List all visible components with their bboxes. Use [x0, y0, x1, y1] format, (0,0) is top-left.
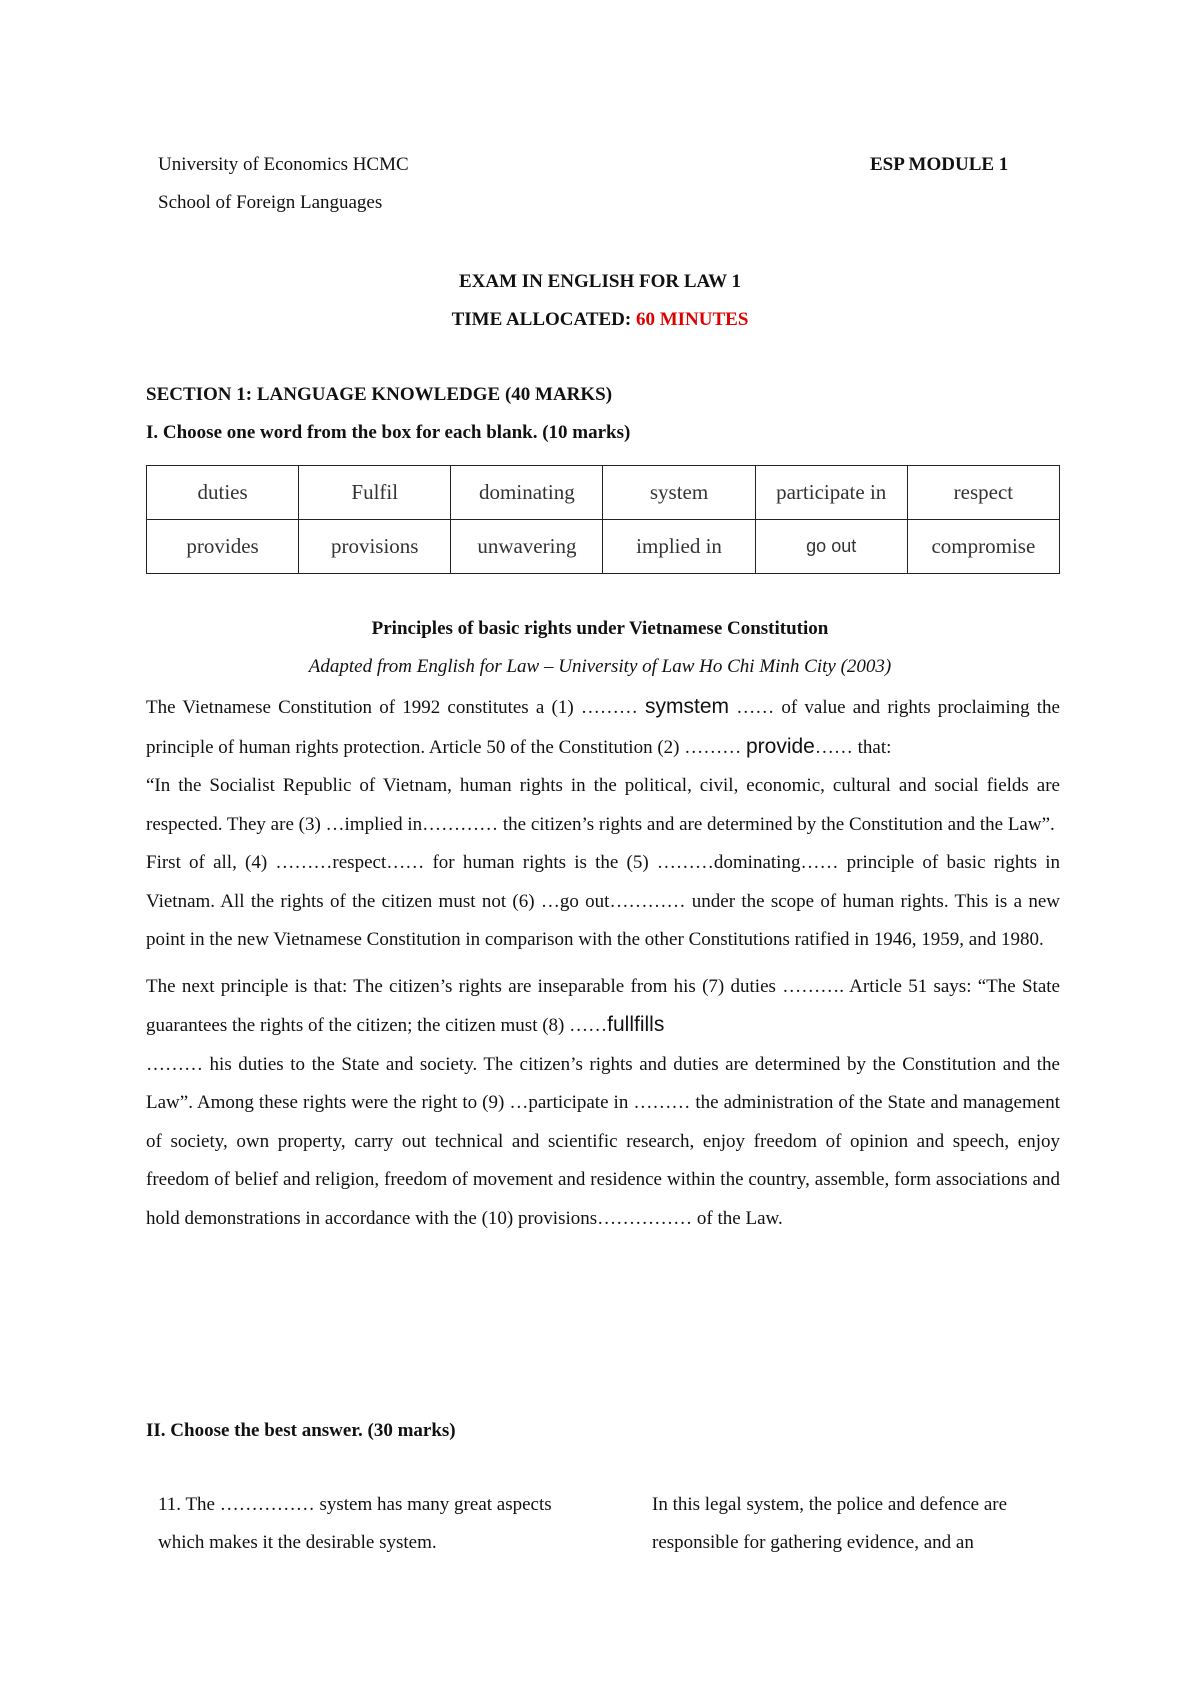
exam-title-block	[0, 263, 1200, 339]
word-box	[146, 465, 1060, 574]
answer-9: participate in	[528, 1092, 629, 1113]
word-box-cell: respect	[907, 466, 1059, 520]
word-box-row	[147, 520, 1060, 574]
section-1-heading: SECTION 1: LANGUAGE KNOWLEDGE (40 MARKS)	[146, 384, 613, 405]
word-box-cell: participate in	[755, 466, 907, 520]
exam-title: EXAM IN ENGLISH FOR LAW 1	[458, 271, 742, 292]
question-11-right-column: In this legal system, the police and defence are responsible for gathering evidence, and an	[652, 1494, 1008, 1553]
passage-text: “In the Socialist Republic of Vietnam, human rights in the political, civil, economic, cultural and social fields are respected. They are (3) …	[146, 775, 1060, 835]
answer-1: symstem	[645, 695, 730, 718]
passage-text: …… that:	[814, 736, 892, 758]
time-label: TIME ALLOCATED:	[451, 309, 636, 330]
passage-text: …… principle of basic rights in Vietnam. All the rights of the citizen must not (6) …	[146, 852, 1060, 912]
passage-text: First of all, (4) ………	[146, 852, 333, 873]
passage-body	[146, 688, 1060, 1238]
passage-text: ……… the administration of the State and management of society, own property, carry out technical and scientific research, enjoy freedom of opinion and speech, enjoy freedom of belief and religion, freedom of movement and residence within the country, assemble, form associations and hold demonstrations in accordance with the (10)	[146, 1092, 1060, 1229]
word-box-cell: go out	[755, 520, 907, 574]
passage-title: Principles of basic rights under Vietnamese Constitution	[371, 618, 829, 639]
passage-heading	[0, 610, 1200, 686]
word-box-cell: Fulfil	[299, 466, 451, 520]
passage-text: ……… his duties to the State and society. The citizen’s rights and duties are determined by the Constitution and the Law”. Among these rights were the right to (9) …	[146, 1053, 1060, 1113]
time-value: 60 MINUTES	[635, 309, 749, 330]
word-box-row	[147, 466, 1060, 520]
paragraph-4	[146, 968, 1060, 1239]
answer-8: fullfills	[607, 1013, 665, 1036]
answer-6: go out	[559, 890, 610, 912]
word-box-cell: unwavering	[451, 520, 603, 574]
university-name: University of Economics HCMC	[158, 154, 409, 175]
passage-text: …… of value and rights proclaiming the principle of human rights protection. Article 50 of the Constitution (2) ………	[146, 697, 1060, 758]
answer-10: provisions	[517, 1207, 598, 1229]
passage-text: …………… of the Law.	[597, 1207, 783, 1229]
answer-2: provide	[745, 734, 815, 758]
word-box-cell: duties	[147, 466, 299, 520]
passage-text: ………… under the scope of human rights. This is a new point in the new Vietnamese Constitution in comparison with the other Constitutions ratified in 1946, 1959, and 1980.	[146, 890, 1060, 950]
answer-3: implied in	[344, 813, 423, 835]
institution-header	[158, 146, 409, 222]
word-box-cell: dominating	[451, 466, 603, 520]
answer-4: respect	[332, 852, 387, 873]
question-11-left-column: 11. The …………… system has many great aspects which makes it the desirable system.	[158, 1494, 552, 1553]
passage-text: ………. Article 51 says: “The State guarantees the rights of the citizen; the citizen must (8) ……	[146, 975, 1060, 1036]
answer-7: duties	[730, 975, 776, 997]
word-box-cell: system	[603, 466, 755, 520]
time-allocated	[0, 301, 1200, 339]
passage-source: Adapted from English for Law – University of Law Ho Chi Minh City (2003)	[308, 656, 892, 677]
school-name: School of Foreign Languages	[158, 192, 383, 213]
passage-text: The Vietnamese Constitution of 1992 constitutes a (1) ………	[146, 697, 646, 718]
paragraph-3	[146, 844, 1060, 960]
section-1-header	[146, 376, 630, 452]
word-box-cell: provisions	[299, 520, 451, 574]
part-1-instruction: I. Choose one word from the box for each blank. (10 marks)	[146, 422, 631, 443]
paragraph-1	[146, 688, 1060, 767]
answer-5: dominating	[713, 852, 801, 873]
word-box-cell: implied in	[603, 520, 755, 574]
passage-text: The next principle is that: The citizen’s rights are inseparable from his (7)	[146, 975, 731, 997]
module-label: ESP MODULE 1	[870, 154, 1009, 175]
word-box-cell: provides	[147, 520, 299, 574]
passage-text: ………… the citizen’s rights and are determined by the Constitution and the Law”.	[422, 813, 1055, 835]
paragraph-2	[146, 767, 1060, 844]
passage-text: …… for human rights is the (5) ………	[386, 852, 714, 873]
part-2-instruction: II. Choose the best answer. (30 marks)	[146, 1420, 456, 1441]
word-box-cell: compromise	[907, 520, 1059, 574]
